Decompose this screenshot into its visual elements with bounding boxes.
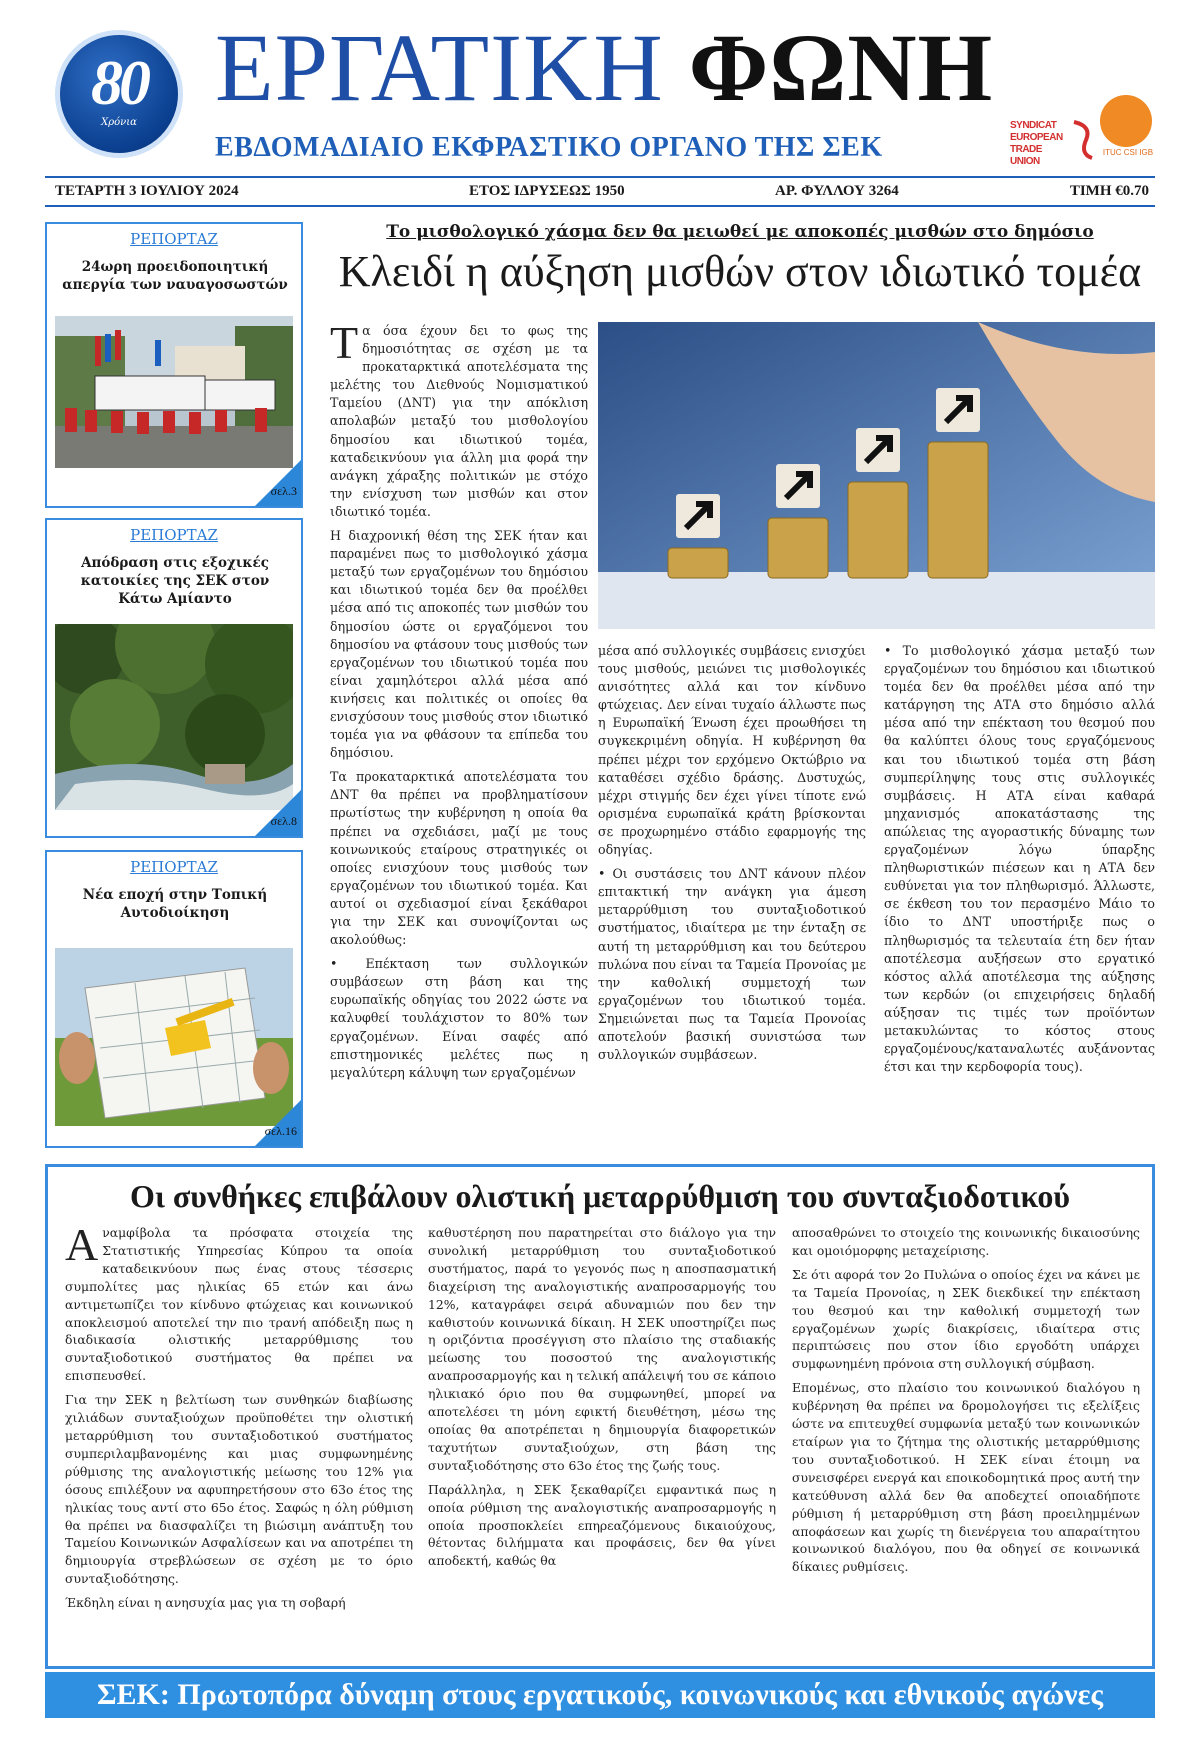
sidebar-teaser-1[interactable]	[45, 222, 303, 508]
issue-number: ΑΡ. ΦΥΛΛΟΥ 3264	[775, 183, 899, 199]
main-article-col1	[330, 322, 588, 1150]
newspaper-subtitle: ΕΒΔΟΜΑΔΙΑΙΟ ΕΚΦΡΑΣΤΙΚΟ ΟΡΓΑΝΟ ΤΗΣ ΣΕΚ	[215, 132, 883, 163]
etuc-line3: TRADE UNION	[1010, 144, 1042, 167]
teaser-label: ΡΕΠΟΡΤΑΖ	[130, 230, 218, 248]
pension-col1-p1: ναμφίβολα τα πρόσφατα στοιχεία της Στατιστικής Υπηρεσίας Κύπρου τα οποία καταδεικνύουν πως ένας στους τέσσερις συμπολίτες μας ηλικίας 65 ετών και άνω αντιμετωπίζει τον κίνδυνο φτώχειας και κοινωνικού αποκλεισμού αποτελεί την πιο τρανή απόδειξη πως η διαδικασία ολιστικής μεταρρύθμισης του συνταξιοδοτικού συστήματος θα πρέπει να επισπευσθεί.	[65, 1225, 413, 1384]
teaser-page-ref: σελ.16	[264, 1124, 297, 1138]
teaser-page-ref: σελ.8	[270, 814, 297, 828]
main-article-headline: Κλειδί η αύξηση μισθών στον ιδιωτικό τομέα	[338, 247, 1142, 296]
pension-dropcap: Α	[65, 1224, 99, 1270]
pension-col1	[65, 1224, 413, 1666]
main-col2-p1: μέσα από συλλογικές συμβάσεις ενισχύει τους μισθούς, μειώνει τις μισθολογικές ανισότητες αλλά και τον κίνδυνο φτώχειας. Δεν είναι τυχαίο άλλωστε πως η Ευρωπαϊκή Ένωση έχει προωθήσει τη συγκεκριμένη οδηγία. Η κυβέρνηση θα πρέπει μέχρι τον ερχόμενο Οκτώβριο να καταθέσει σχέδιο δράσης. Δυστυχώς, μέχρι στιγμής δεν έχει γίνει τίποτε ενώ ορισμένα ευρωπαϊκά κράτη βρίσκονται σε προχωρημένο στάδιο εφαρμογής της οδηγίας.	[598, 643, 866, 858]
main-dropcap: Τ	[330, 322, 359, 368]
main-article-kicker: Το μισθολογικό χάσμα δεν θα μειωθεί με αποκοπές μισθών στο δημόσιο	[386, 222, 1094, 242]
etuc-logo	[1010, 118, 1096, 167]
pension-col2-p1: καθυστέρηση που παρατηρείται στο διάλογο για την συνολική μεταρρύθμιση του συνταξιοδοτικού συστήματος, παρά το γεγονός πως η αποσπασματική διαχείριση της αναλογιστικής αναπροσαρμογής του 12%, καταγράφει σειρά αδυναμιών που δεν την καθιστούν κοινωνικά δίκαιη. Η ΣΕΚ υποστηρίζει πως η οριζόντια προσέγγιση στο πλαίσιο της σταδιακής μείωσης του ποσοστού της αναλογιστικής αναπροσαρμογής και η τελική απάλειψή του σε κάποιο ηλικιακό όριο που θα συμφωνηθεί, μπορεί να αποτελέσει τη μόνη εφικτή διευθέτηση, μέσω της οποίας θα αποτρέπεται η δημιουργία διαφορετικών ταχυτήτων συνταξιούχων, στη βάση της συνταξιοδότησης στο 63ο έτος της ζωής τους.	[428, 1225, 776, 1473]
pension-article-headline: Οι συνθήκες επιβάλουν ολιστική μεταρρύθμιση του συνταξιοδοτικού	[130, 1178, 1070, 1214]
etuc-line1: SYNDICAT	[1010, 120, 1057, 131]
anniversary-logo	[55, 30, 183, 158]
main-col1-p4: • Επέκταση των συλλογικών συμβάσεων στη βάση και της ευρωπαϊκής οδηγίας του 2022 ώστε να καλυφθεί τουλάχιστον το 80% των εργαζομένων. Είναι σαφές από επιστημονικές μελέτες πως η μεγαλύτερη κάλυψη των εργαζομένων	[330, 956, 588, 1080]
main-col1-p1: α όσα έχουν δει το φως της δημοσιότητας σε σχέση με τα προκαταρκτικά αποτελέσματα της μελέτης του Διεθνούς Νομισματικού Ταμείου (ΔΝΤ) για την απόκλιση απολαβών μεταξύ του μισθολογίου δημοσίου και ιδιωτικού τομέα, καταδεικνύουν για άλλη μια φορά την ανάγκη χάραξης πολιτικών με στόχο την ενίσχυση των μισθών και στον ιδιωτικό τομέα.	[330, 323, 588, 519]
sidebar-teaser-3[interactable]	[45, 850, 303, 1148]
pension-col2-p2: Παράλληλα, η ΣΕΚ ξεκαθαρίζει εμφαντικά πως η οποία ρύθμιση της αναλογιστικής αναπροσαρμογής η οποία προσποκλείει επηρεαζόμενους δικαιούχους, θέτοντας διλήμματα και προφάσεις, δεν θα γίνει αποδεκτή, καθώς θα	[428, 1481, 776, 1569]
main-article-col2	[598, 642, 866, 1150]
sidebar-teaser-2[interactable]	[45, 518, 303, 838]
teaser-label: ΡΕΠΟΡΤΑΖ	[130, 858, 218, 876]
dateline	[45, 180, 1155, 204]
teaser-headline: 24ωρη προειδοποιητική απεργία των ναυαγοσωστών	[62, 259, 288, 293]
title-part2: ΦΩΝΗ	[688, 14, 994, 121]
pension-col3-p3: Επομένως, στο πλαίσιο του κοινωνικού διαλόγου η κυβέρνηση θα πρέπει να δρομολογήσει τις εξελίξεις ώστε να επιτευχθεί συμφωνία μεταξύ των κοινωνικών εταίρων για το ζήτημα της ολιστικής μεταρρύθμισης του συνταξιοδοτικού. Η ΣΕΚ είναι έτοιμη να συνεισφέρει ενεργά και εποικοδομητικά προς αυτή την κατεύθυνση αλλά δεν θα αποδεχτεί οποιαδήποτε ρύθμιση ή μεταρρύθμιση στη βάση προειλημμένων αποφάσεων και χωρίς τη διενέργεια του απαραίτητου κοινωνικού διαλόγου, που θα οδηγεί σε κοινωνικά δίκαιες ρυθμίσεις.	[792, 1380, 1140, 1575]
newspaper-title	[215, 14, 994, 121]
teaser-photo-forest	[55, 624, 293, 810]
issue-price: ΤΙΜΗ €0.70	[1069, 183, 1149, 199]
pension-col3-p1: αποσαθρώνει το στοιχείο της κοινωνικής δικαιοσύνης και ομοιόμορφης μεταχείρισης.	[792, 1225, 1140, 1258]
main-article-col3	[884, 642, 1155, 1150]
title-part1: ΕΡΓΑΤΙΚΗ	[215, 14, 664, 121]
anniversary-caption: Χρόνια	[101, 117, 137, 128]
teaser-photo-protest	[55, 316, 293, 468]
ituc-caption: ITUC CSI IGB	[1102, 148, 1154, 157]
pension-col3-p2: Σε ότι αφορά τον 2ο Πυλώνα ο οποίος έχει να κάνει με τα Ταμεία Προνοίας, η ΣΕΚ διεκδικεί την επέκταση του θεσμού και την καθολική συμμετοχή των εργαζομένων χωρίς διακρίσεις, ιδιαίτερα στις περιπτώσεις που στον ίδιο εργοδότη υπάρχει συμφωνημένη πρόνοια στη συλλογική σύμβαση.	[792, 1266, 1140, 1372]
footer-banner: ΣΕΚ: Πρωτοπόρα δύναμη στους εργατικούς, κοινωνικούς και εθνικούς αγώνες	[45, 1672, 1155, 1718]
anniversary-number: 80	[91, 47, 147, 118]
main-col1-p2: Η διαχρονική θέση της ΣΕΚ ήταν και παραμένει πως το μισθολογικό χάσμα μεταξύ των εργαζομένων του δημόσιου και ιδιωτικού τομέα δεν θα προέλθει μέσα από τις αποκοπές των μισθών του δημοσίου ώστε οι εργαζόμενοι του δημοσίου να φτάσουν τους μισθούς των εργαζομένων του ιδιωτικού τομέα που είναι χαμηλότεροι αλλά μέσα από κινήσεις και πολιτικές οι οποίες θα ενισχύσουν τους μισθούς στον ιδιωτικό τομέα για να φθάσουν τα επίπεδα του δημόσιου.	[330, 528, 588, 761]
ituc-logo	[1100, 95, 1152, 147]
etuc-swirl-icon	[1070, 118, 1096, 162]
main-col1-p3: Τα προκαταρκτικά αποτελέσματα του ΔΝΤ θα πρέπει να προβληματίσουν πρωτίστως την κυβέρνηση η οποία θα πρέπει να σχεδιάσει, μαζί με τους κοινωνικούς εταίρους στρατηγικές οι οποίες ενισχύουν τους μισθούς των εργαζομένων του ιδιωτικού τομέα. Και αυτοί οι σχεδιασμοί είναι ξεκάθαροι για την ΣΕΚ και συνοψίζονται ως ακολούθως:	[330, 769, 588, 948]
main-col2-p2: • Οι συστάσεις του ΔΝΤ κάνουν πλέον επιτακτική την ανάγκη για άμεση μεταρρύθμιση του συνταξιοδοτικού συστήματος, ιδιαίτερα με την ένταξη σε αυτή τη μεταρρύθμιση και του δεύτερου πυλώνα που είναι τα Ταμεία Προνοίας με την καθολική συμμετοχή των εργαζομένων του ιδιωτικού τομέα. Σημειώνεται πως τα Ταμεία Προνοίας αποτελούν βασική συνιστώσα των συλλογικών συμβάσεων.	[598, 866, 866, 1063]
teaser-headline: Νέα εποχή στην Τοπική Αυτοδιοίκηση	[82, 887, 268, 921]
masthead-rule-top	[45, 176, 1155, 178]
pension-col1-p3: Έκδηλη είναι η ανησυχία μας για τη σοβαρή	[65, 1595, 346, 1611]
main-col3-p1: • Το μισθολογικό χάσμα μεταξύ των εργαζομένων του δημόσιου και ιδιωτικού τομέα δεν θα προέλθει μέσα από την κατάργηση της ΑΤΑ στο δημόσιο αλλά μέσα από την επέκταση του θεσμού που θα καλύπτει όλους τους εργαζόμενους και του ιδιωτικού τομέα στη βάση συμπερίληψης τους στις συλλογικές συμβάσεις. Η ΑΤΑ είναι καθαρά μηχανισμός αποκατάστασης της απώλειας της αγοραστικής δύναμης των εργαζομένων λόγω ύπαρξης πληθωριστικών πιέσεων και η ΑΤΑ δεν ευθύνεται για τον πληθωρισμό. Άλλωστε, σε έκθεση του τον περασμένο Μάιο το ίδιο το ΔΝΤ υποστήριξε πως ο πληθωρισμός τα τελευταία έτη δεν ήταν αποτέλεσμα αυξήσεων στο εργατικό κόστος αλλά αποτέλεσμα της αύξησης των κερδών (οι επιχειρήσεις δηλαδή αύξησαν τις τιμές των προϊόντων μετακυλώντας το κόστος στους εργαζομένους/καταναλωτές αυξάνοντας έτσι και την κερδοφορία τους).	[884, 643, 1155, 1075]
teaser-label: ΡΕΠΟΡΤΑΖ	[130, 526, 218, 544]
main-article-photo-coins	[598, 322, 1155, 629]
teaser-page-ref: σελ.3	[270, 484, 297, 498]
founded-year: ΕΤΟΣ ΙΔΡΥΣΕΩΣ 1950	[469, 183, 625, 199]
teaser-headline: Απόδραση στις εξοχικές κατοικίες της ΣΕΚ στον Κάτω Αμίαντο	[80, 555, 270, 607]
masthead-rule-bottom	[45, 205, 1155, 207]
etuc-line2: EUROPEAN	[1010, 132, 1063, 143]
pension-col3	[792, 1224, 1140, 1666]
pension-col2	[428, 1224, 776, 1666]
pension-col1-p2: Για την ΣΕΚ η βελτίωση των συνθηκών διαβίωσης χιλιάδων συνταξιούχων προϋποθέτει την ολιστική μεταρρύθμιση του συνταξιοδοτικού συστήματος συμπεριλαμβανομένης και μιας συμφωνημένης ρύθμισης της αναλογιστικής μείωσης του 12% για όσους επιλέξουν να αφυπηρετήσουν στο 63ο έτος της ηλικίας τους αντί στο 65ο έτος. Σαφώς η όλη ρύθμιση θα πρέπει να διασφαλίζει τη βιώσιμη ανάπτυξη του Ταμείου Κοινωνικών Ασφαλίσεων και να αποτρέπει τη δημιουργία στρεβλώσεων σε σχέση με το όριο συνταξιοδότησης.	[65, 1392, 413, 1587]
issue-date: ΤΕΤΑΡΤΗ 3 ΙΟΥΛΙΟΥ 2024	[55, 183, 239, 199]
